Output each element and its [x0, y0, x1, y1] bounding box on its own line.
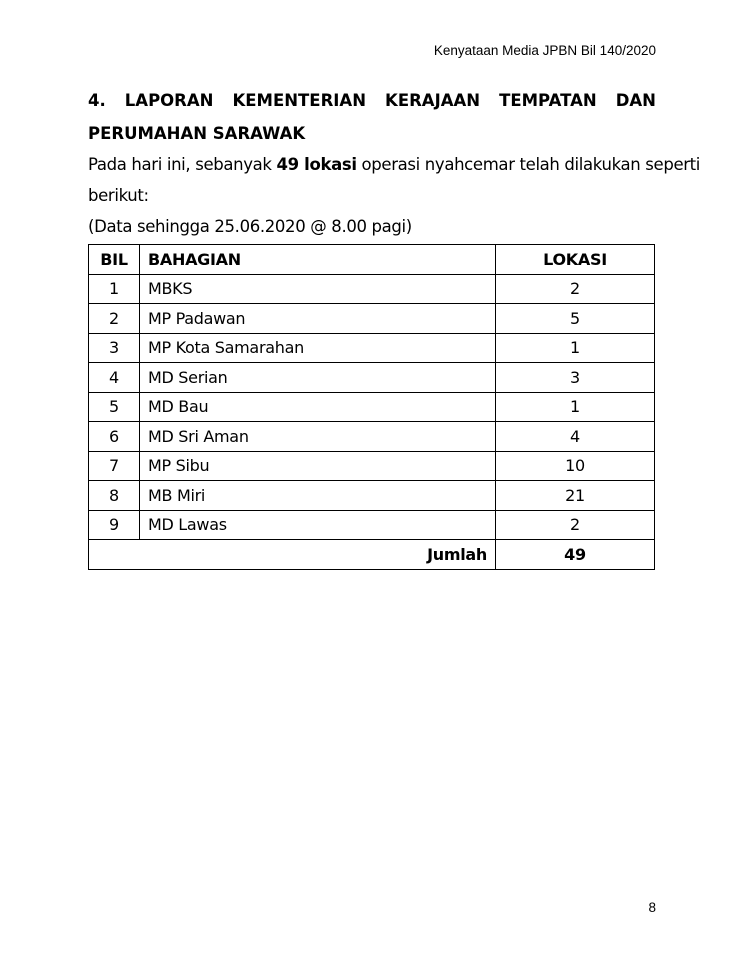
table-row — [89, 481, 655, 511]
cell-bil: 6 — [89, 422, 140, 452]
cell-bil: 7 — [89, 451, 140, 481]
header-bahagian: BAHAGIAN — [140, 245, 496, 275]
heading-word: TEMPATAN — [499, 91, 597, 110]
intro-paragraph — [88, 155, 701, 174]
cell-bil: 4 — [89, 363, 140, 393]
table-row — [89, 304, 655, 334]
cell-bahagian: MB Miri — [140, 481, 496, 511]
table-total-row — [89, 540, 655, 570]
document-reference: Kenyataan Media JPBN Bil 140/2020 — [433, 43, 656, 58]
header-bil: BIL — [89, 245, 140, 275]
intro-suffix: operasi nyahcemar telah dilakukan seperti — [356, 155, 701, 174]
total-label: Jumlah — [89, 540, 496, 570]
table-row — [89, 392, 655, 422]
cell-lokasi: 2 — [496, 510, 655, 540]
heading-word: KEMENTERIAN — [232, 91, 367, 110]
cell-bahagian: MP Kota Samarahan — [140, 333, 496, 363]
total-value: 49 — [496, 540, 655, 570]
table-row — [89, 333, 655, 363]
header-lokasi: LOKASI — [496, 245, 655, 275]
table-row — [89, 422, 655, 452]
table-row — [89, 363, 655, 393]
cell-bil: 2 — [89, 304, 140, 334]
heading-word: DAN — [615, 91, 656, 110]
section-heading — [88, 91, 656, 110]
table-header-row — [89, 245, 655, 275]
cell-bahagian: MP Sibu — [140, 451, 496, 481]
cell-bil: 8 — [89, 481, 140, 511]
cell-lokasi: 5 — [496, 304, 655, 334]
heading-word: KERAJAAN — [385, 91, 481, 110]
intro-paragraph-continued: berikut: — [88, 186, 149, 205]
cell-lokasi: 1 — [496, 392, 655, 422]
section-heading-continued: PERUMAHAN SARAWAK — [88, 124, 306, 143]
table-row — [89, 274, 655, 304]
cell-bahagian: MD Sri Aman — [140, 422, 496, 452]
cell-lokasi: 1 — [496, 333, 655, 363]
locations-table — [88, 244, 655, 570]
table-row — [89, 451, 655, 481]
intro-prefix: Pada hari ini, sebanyak — [88, 155, 277, 174]
cell-lokasi: 4 — [496, 422, 655, 452]
intro-highlight: 49 lokasi — [276, 155, 357, 174]
cell-lokasi: 2 — [496, 274, 655, 304]
table-row — [89, 510, 655, 540]
heading-word: LAPORAN — [124, 91, 214, 110]
cell-lokasi: 3 — [496, 363, 655, 393]
cell-bahagian: MP Padawan — [140, 304, 496, 334]
cell-lokasi: 21 — [496, 481, 655, 511]
cell-bil: 5 — [89, 392, 140, 422]
cell-bahagian: MD Lawas — [140, 510, 496, 540]
cell-bil: 3 — [89, 333, 140, 363]
cell-bahagian: MBKS — [140, 274, 496, 304]
cell-bil: 1 — [89, 274, 140, 304]
cell-bil: 9 — [89, 510, 140, 540]
data-date-note: (Data sehingga 25.06.2020 @ 8.00 pagi) — [88, 217, 412, 236]
page-number: 8 — [648, 900, 656, 915]
cell-lokasi: 10 — [496, 451, 655, 481]
section-number: 4. — [88, 91, 106, 110]
cell-bahagian: MD Serian — [140, 363, 496, 393]
cell-bahagian: MD Bau — [140, 392, 496, 422]
